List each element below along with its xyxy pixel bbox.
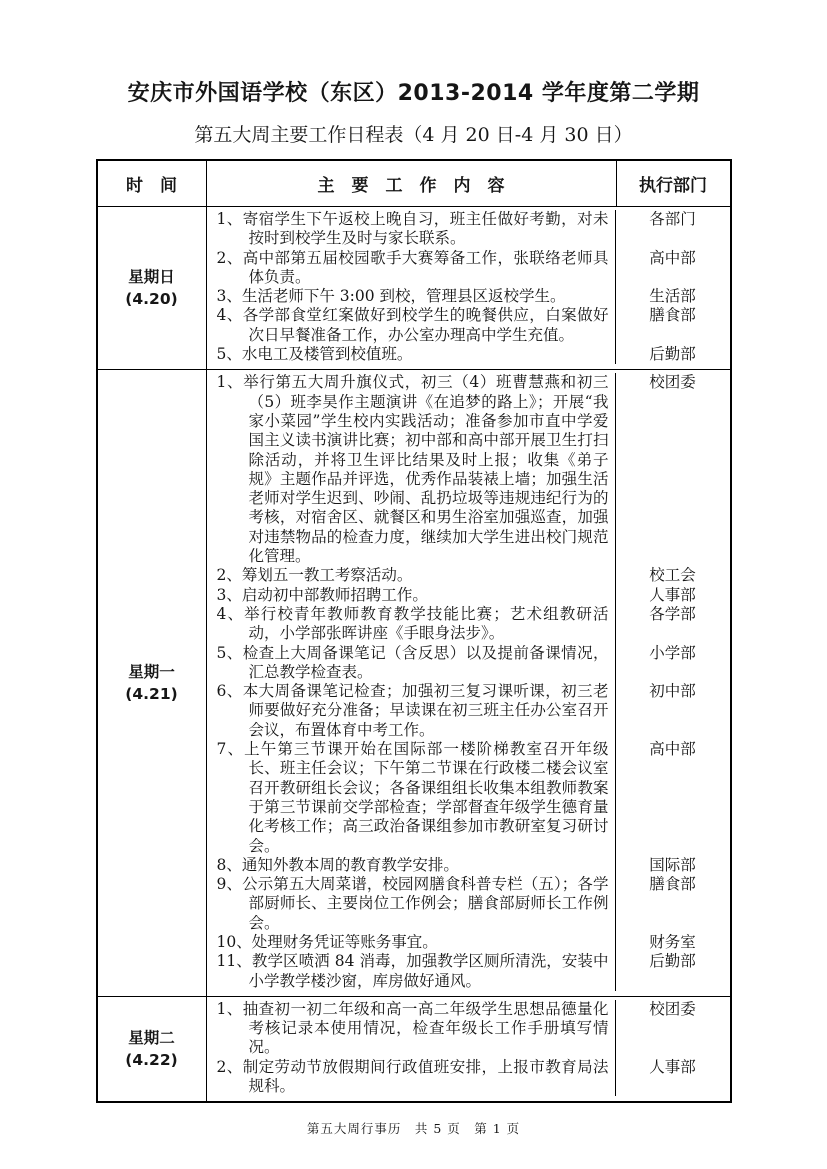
table-row [98, 996, 730, 1101]
work-item [207, 306, 730, 345]
work-item-content: 公示第五大周菜谱，校园网膳食科普专栏（五）；各学部厨师长、主要岗位工作例会；膳食部厨师长工作例会。 [242, 875, 609, 932]
content-cell [206, 370, 730, 996]
work-item-text [207, 1000, 616, 1058]
work-item [207, 210, 730, 249]
work-item-number: 2、 [216, 248, 243, 267]
date-label: (4.21) [125, 685, 178, 704]
work-item-text [207, 586, 616, 605]
dept-cell: 初中部 [615, 682, 730, 740]
work-item-number: 1、 [216, 210, 243, 228]
work-item-content: 高中部第五届校园歌手大赛筹备工作，张联络老师具体负责。 [242, 248, 609, 286]
work-item-text [207, 933, 616, 952]
work-item-number: 5、 [216, 643, 243, 662]
work-item [207, 373, 730, 566]
dept-cell: 校工会 [615, 566, 730, 585]
dept-cell: 人事部 [615, 586, 730, 605]
work-item-number: 4、 [216, 306, 243, 325]
work-item-content: 教学区喷洒 84 消毒，加强教学区厕所清洗，安装中小学教学楼沙窗，库房做好通风。 [248, 952, 609, 990]
work-item-text [207, 210, 616, 249]
work-item-text [207, 682, 616, 740]
dept-cell: 膳食部 [615, 875, 730, 933]
header-time: 时 间 [126, 176, 177, 196]
work-item-number: 7、 [216, 740, 245, 759]
work-item [207, 875, 730, 933]
dept-cell: 校团委 [615, 1000, 730, 1058]
time-cell [98, 370, 206, 996]
work-item-number: 5、 [216, 345, 242, 364]
header-content: 主 要 工 作 内 容 [206, 161, 616, 206]
work-item-text [207, 952, 616, 991]
time-cell [98, 207, 206, 369]
content-cell [206, 997, 730, 1101]
date-label: (4.22) [125, 1051, 178, 1070]
work-item [207, 740, 730, 856]
work-item-text [207, 740, 616, 856]
day-label: 星期二 [128, 1029, 175, 1048]
work-item [207, 345, 730, 364]
date-label: (4.20) [125, 290, 178, 309]
dept-cell: 财务室 [615, 933, 730, 952]
dept-cell: 高中部 [615, 740, 730, 856]
work-item-content: 启动初中部教师招聘工作。 [241, 585, 428, 604]
work-item-content: 举行第五大周升旗仪式，初三（4）班曹慧燕和初三（5）班李昊作主题演讲《在追梦的路上》；开展“我家小菜园”学生校内实践活动；准备参加市直中学爱国主义读书演讲比赛；初中部和高中部开展卫生打扫除活动，并将卫生评比结果及时上报；收集《弟子规》主题作品并评选，优秀作品装裱上墙；加强生活老师对学生迟到、吵闹、乱扔垃圾等违规违纪行为的考核，对宿舍区、就餐区和男生浴室加强巡查，加强对违禁物品的检查力度，继续加大学生进出校门规范化管理。 [243, 373, 609, 566]
work-item-text [207, 287, 616, 306]
day-label: 星期日 [128, 268, 175, 287]
work-item [207, 933, 730, 952]
dept-cell: 校团委 [615, 373, 730, 566]
work-item-content: 检查上大周备课笔记（含反思）以及提前备课情况，汇总教学检查表。 [242, 643, 609, 681]
work-item-number: 4、 [216, 604, 245, 623]
work-item [207, 1000, 730, 1058]
work-item-text [207, 306, 616, 345]
work-item-number: 2、 [216, 566, 242, 585]
work-item-content: 寄宿学生下午返校上晚自习，班主任做好考勤，对未按时到校学生及时与家长联系。 [242, 210, 609, 248]
dept-cell: 生活部 [615, 287, 730, 306]
dept-cell: 各学部 [615, 605, 730, 644]
work-item-content: 生活老师下午 3:00 到校，管理县区返校学生。 [241, 287, 566, 306]
work-item-text [207, 345, 616, 364]
work-item-content: 处理财务凭证等账务事宜。 [251, 932, 438, 951]
dept-cell: 各部门 [615, 210, 730, 249]
work-item-content: 筹划五一教工考察活动。 [241, 566, 413, 585]
work-item-text [207, 566, 616, 585]
document-subtitle: 第五大周主要工作日程表（4 月 20 日-4 月 30 日） [194, 124, 633, 146]
work-item [207, 287, 730, 306]
content-cell [206, 207, 730, 369]
work-item-text [207, 856, 616, 875]
work-item [207, 249, 730, 288]
schedule-table [96, 159, 732, 1103]
header-dept: 执行部门 [616, 161, 730, 206]
work-item-text [207, 1058, 616, 1097]
work-item-number: 6、 [216, 682, 243, 701]
table-row [98, 206, 730, 369]
table-row [98, 369, 730, 996]
dept-cell: 膳食部 [615, 306, 730, 345]
work-item [207, 682, 730, 740]
work-item-number: 10、 [216, 932, 252, 951]
dept-cell: 人事部 [615, 1058, 730, 1097]
work-item [207, 1058, 730, 1097]
work-item-text [207, 605, 616, 644]
work-item-number: 1、 [216, 373, 244, 392]
dept-cell: 高中部 [615, 249, 730, 288]
work-item-content: 通知外教本周的教育教学安排。 [241, 855, 459, 874]
work-item-number: 2、 [216, 1057, 243, 1076]
time-cell [98, 997, 206, 1101]
work-item [207, 644, 730, 683]
dept-cell: 小学部 [615, 644, 730, 683]
document-title: 安庆市外国语学校（东区）2013-2014 学年度第二学期 [127, 81, 700, 106]
work-item-content: 上午第三节课开始在国际部一楼阶梯教室召开年级长、班主任会议；下午第二节课在行政楼二楼会议室召开教研组长会议；各备课组组长收集本组教师教案于第三节课前交学部检查；学部督查年级学生德育量化考核工作；高三政治备课组参加市教研室复习研讨会。 [244, 740, 609, 855]
work-item-content: 各学部食堂红案做好到校学生的晚餐供应，白案做好次日早餐准备工作，办公室办理高中学生充值。 [242, 306, 609, 344]
table-header-row [98, 161, 730, 206]
work-item-number: 1、 [216, 999, 243, 1018]
work-item-number: 8、 [216, 855, 242, 874]
work-item-number: 9、 [216, 875, 243, 894]
dept-cell: 后勤部 [615, 345, 730, 364]
work-item-number: 3、 [216, 585, 242, 604]
work-item-number: 11、 [216, 952, 252, 971]
work-item-text [207, 875, 616, 933]
dept-cell: 后勤部 [615, 952, 730, 991]
work-item-text [207, 249, 616, 288]
work-item [207, 952, 730, 991]
work-item [207, 605, 730, 644]
work-item [207, 586, 730, 605]
work-item-text [207, 644, 616, 683]
dept-cell: 国际部 [615, 856, 730, 875]
work-item-content: 本大周备课笔记检查；加强初三复习课听课，初三老师要做好充分准备；早读课在初三班主任办公室召开会议，布置体育中考工作。 [242, 682, 609, 739]
work-item-content: 水电工及楼管到校值班。 [241, 345, 413, 364]
work-item-number: 3、 [216, 287, 242, 306]
day-label: 星期一 [128, 663, 175, 682]
work-item [207, 566, 730, 585]
work-item-content: 举行校青年教师教育教学技能比赛；艺术组教研活动，小学部张晖讲座《手眼身法步》。 [244, 604, 609, 643]
table-body [98, 206, 730, 1101]
page-footer: 第五大周行事历 共 5 页 第 1 页 [306, 1121, 521, 1137]
work-item-content: 制定劳动节放假期间行政值班安排，上报市教育局法规科。 [242, 1057, 609, 1096]
work-item-text [207, 373, 616, 566]
work-item-content: 抽查初一初二年级和高一高二年级学生思想品德量化考核记录本使用情况，检查年级长工作手册填写情况。 [242, 999, 609, 1057]
work-item [207, 856, 730, 875]
